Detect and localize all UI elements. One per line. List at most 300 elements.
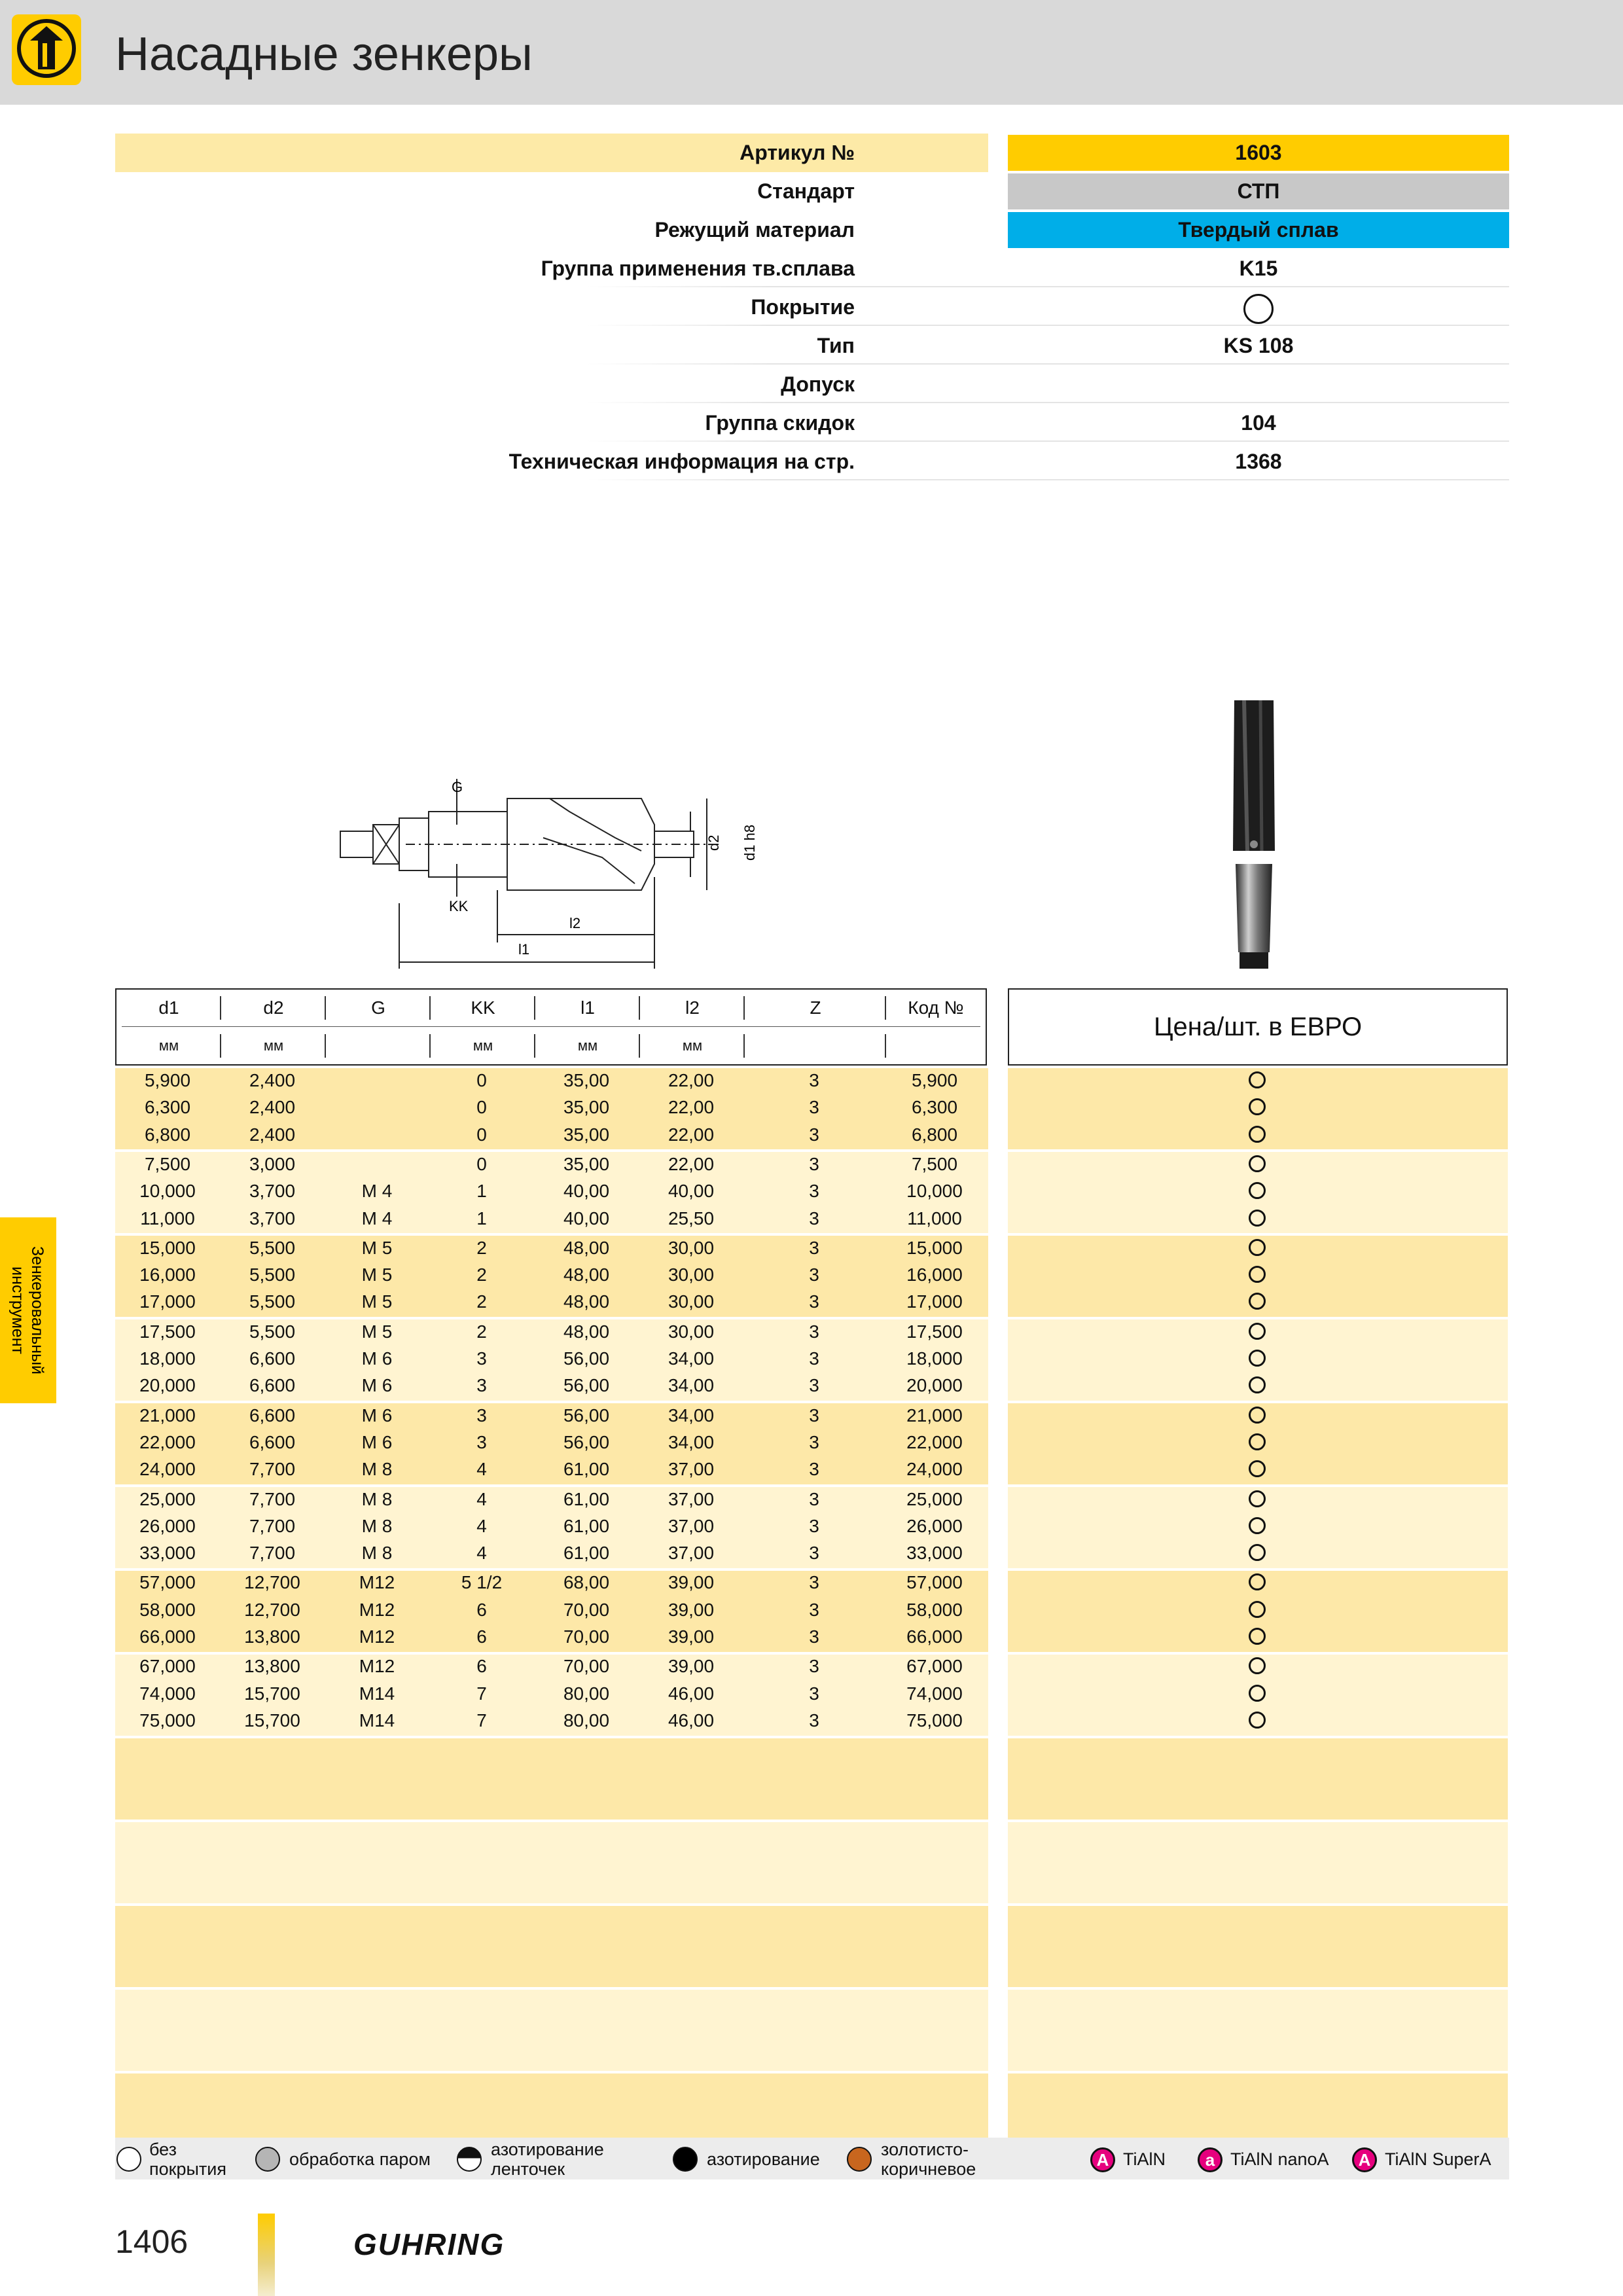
cell-l2: 30,00: [668, 1321, 715, 1342]
cell-l1: 70,00: [563, 1626, 610, 1647]
availability-circle-icon: [1249, 1210, 1266, 1227]
cell-d1: 21,000: [139, 1405, 196, 1426]
spec-value: K15: [1239, 257, 1278, 280]
cell-code: 17,500: [906, 1321, 963, 1342]
cell-kk: 3: [476, 1431, 487, 1452]
cell-l2: 39,00: [668, 1572, 715, 1593]
availability-circle-icon: [1249, 1071, 1266, 1088]
col-header: KK: [471, 997, 495, 1018]
cell-z: 3: [809, 1348, 819, 1369]
table-row: [115, 1402, 987, 1429]
spec-value: 104: [1241, 411, 1276, 435]
cell-code: 75,000: [906, 1710, 963, 1731]
cell-g: M 5: [361, 1291, 393, 1312]
cell-l2: 30,00: [668, 1237, 715, 1258]
legend-label: обработка паром: [289, 2149, 431, 2169]
section-tab-line: Зенкеровальный: [28, 1246, 46, 1374]
cell-g: M12: [359, 1656, 395, 1677]
cell-d2: 6,600: [249, 1348, 296, 1369]
cell-code: 16,000: [906, 1265, 963, 1285]
cell-l1: 56,00: [563, 1348, 610, 1369]
cell-d2: 15,700: [244, 1710, 300, 1731]
cell-l2: 34,00: [668, 1375, 715, 1396]
dim-label-l1: l1: [518, 941, 530, 958]
cell-d2: 3,700: [249, 1208, 296, 1229]
cell-d1: 7,500: [144, 1153, 191, 1174]
tialn-supera-badge-icon: A: [1352, 2147, 1377, 2172]
cell-l1: 68,00: [563, 1572, 610, 1593]
availability-circle-icon: [1249, 1490, 1266, 1507]
table-row: [115, 1653, 987, 1679]
cell-g: M 6: [361, 1431, 393, 1452]
cell-l1: 61,00: [563, 1543, 610, 1564]
spec-value: СТП: [1008, 173, 1509, 209]
cell-d2: 2,400: [249, 1070, 296, 1090]
table-row: [115, 1288, 987, 1315]
cell-g: [325, 1121, 429, 1148]
cell-l2: 34,00: [668, 1431, 715, 1452]
cell-g: [325, 1094, 429, 1121]
cell-g: M 6: [361, 1348, 393, 1369]
table-row: [115, 1318, 987, 1345]
cell-d2: 7,700: [249, 1543, 296, 1564]
cell-d2: 3,700: [249, 1181, 296, 1202]
spec-row-discount-group: [115, 404, 1509, 442]
availability-circle-icon: [1249, 1266, 1266, 1283]
cell-d1: 10,000: [139, 1181, 196, 1202]
cell-kk: 2: [476, 1291, 487, 1312]
cell-code: 66,000: [906, 1626, 963, 1647]
cell-code: 25,000: [906, 1488, 963, 1509]
col-header: l1: [580, 997, 595, 1018]
col-divider: [885, 996, 886, 1020]
col-divider: [220, 1034, 221, 1058]
cell-z: 3: [809, 1710, 819, 1731]
table-band: [115, 1990, 988, 2071]
cell-code: 10,000: [906, 1181, 963, 1202]
cell-l1: 61,00: [563, 1459, 610, 1480]
col-divider: [534, 996, 535, 1020]
legend-line: азотирование: [491, 2140, 604, 2159]
cell-d1: 22,000: [139, 1431, 196, 1452]
cell-l2: 37,00: [668, 1515, 715, 1536]
cell-code: 17,000: [906, 1291, 963, 1312]
legend-label: TiAlN nanoA: [1230, 2149, 1329, 2169]
cell-kk: 7: [476, 1710, 487, 1731]
spec-value: Твердый сплав: [1008, 212, 1509, 248]
cell-l1: 56,00: [563, 1431, 610, 1452]
cell-z: 3: [809, 1488, 819, 1509]
cell-z: 3: [809, 1431, 819, 1452]
spec-label: Тип: [817, 334, 855, 357]
cell-l2: 46,00: [668, 1710, 715, 1731]
col-header: l2: [685, 997, 700, 1018]
cell-l1: 35,00: [563, 1097, 610, 1118]
table-header: [115, 988, 987, 1066]
cell-z: 3: [809, 1153, 819, 1174]
legend-line: покрытия: [149, 2159, 226, 2179]
availability-circle-icon: [1249, 1685, 1266, 1702]
cell-d2: 6,600: [249, 1405, 296, 1426]
legend-label: TiAlN: [1123, 2149, 1166, 2169]
page-title: Насадные зенкеры: [115, 28, 533, 81]
cell-l1: 40,00: [563, 1181, 610, 1202]
cell-code: 11,000: [907, 1208, 962, 1229]
cell-z: 3: [809, 1237, 819, 1258]
col-header: Z: [810, 997, 821, 1018]
cell-d2: 2,400: [249, 1097, 296, 1118]
spec-row-article: [115, 134, 1509, 172]
availability-circle-icon: [1249, 1407, 1266, 1424]
cell-d1: 74,000: [139, 1683, 196, 1704]
spec-value: 1603: [1008, 135, 1509, 171]
availability-circle-icon: [1249, 1712, 1266, 1729]
table-row: [115, 1234, 987, 1261]
spec-label: Группа применения тв.сплава: [541, 257, 855, 280]
cell-g: [325, 1067, 429, 1094]
table-row: [115, 1345, 987, 1372]
cell-kk: 3: [476, 1405, 487, 1426]
cell-code: 7,500: [911, 1153, 958, 1174]
availability-circle-icon: [1249, 1182, 1266, 1199]
land-nitrided-circle-icon: [457, 2147, 482, 2172]
cell-d1: 20,000: [139, 1375, 196, 1396]
cell-kk: 2: [476, 1321, 487, 1342]
cell-z: 3: [809, 1321, 819, 1342]
availability-circle-icon: [1249, 1239, 1266, 1256]
spec-row-tech-info: [115, 442, 1509, 481]
legend-label: [149, 2140, 226, 2179]
spec-row-material: [115, 211, 1509, 249]
table-row: [115, 1067, 987, 1094]
col-unit: мм: [577, 1037, 598, 1054]
countersink-logo-icon: [12, 14, 81, 85]
cell-g: M 4: [361, 1181, 393, 1202]
cell-l2: 34,00: [668, 1348, 715, 1369]
table-row: [115, 1623, 987, 1650]
availability-circle-icon: [1249, 1126, 1266, 1143]
cell-kk: 6: [476, 1599, 487, 1620]
cell-kk: 7: [476, 1683, 487, 1704]
cell-kk: 5 1/2: [461, 1572, 503, 1593]
cell-l2: 37,00: [668, 1543, 715, 1564]
cell-kk: 1: [476, 1208, 487, 1229]
col-divider: [325, 996, 326, 1020]
row-divider: [586, 402, 1509, 403]
cell-d2: 13,800: [244, 1656, 300, 1677]
table-row: [115, 1205, 987, 1232]
cell-z: 3: [809, 1208, 819, 1229]
row-divider: [586, 479, 1509, 480]
cell-d1: 17,500: [139, 1321, 196, 1342]
cell-g: [325, 1151, 429, 1177]
spec-label: Режущий материал: [654, 218, 855, 242]
cell-z: 3: [809, 1070, 819, 1090]
table-row: [115, 1177, 987, 1204]
cell-g: M 8: [361, 1488, 393, 1509]
cell-code: 21,000: [906, 1405, 963, 1426]
table-band: [115, 1906, 988, 1987]
cell-l1: 56,00: [563, 1405, 610, 1426]
legend-line: коричневое: [881, 2159, 976, 2179]
cell-l1: 35,00: [563, 1070, 610, 1090]
cell-d1: 16,000: [139, 1265, 196, 1285]
countersink-photo: [1215, 694, 1306, 975]
cell-g: M 5: [361, 1265, 393, 1285]
cell-l1: 35,00: [563, 1153, 610, 1174]
table-row: [115, 1151, 987, 1177]
cell-l1: 61,00: [563, 1515, 610, 1536]
row-divider: [586, 363, 1509, 365]
cell-d1: 75,000: [139, 1710, 196, 1731]
legend-line: ленточек: [491, 2159, 565, 2179]
cell-d2: 15,700: [244, 1683, 300, 1704]
cell-z: 3: [809, 1683, 819, 1704]
cell-z: 3: [809, 1405, 819, 1426]
cell-l2: 37,00: [668, 1459, 715, 1480]
cell-l1: 80,00: [563, 1710, 610, 1731]
cell-code: 58,000: [906, 1599, 963, 1620]
availability-circle-icon: [1249, 1323, 1266, 1340]
table-band: [115, 1738, 988, 1820]
col-divider: [885, 1034, 886, 1058]
cell-code: 57,000: [906, 1572, 963, 1593]
cell-g: M 5: [361, 1321, 393, 1342]
page-number: 1406: [115, 2223, 188, 2260]
cell-d1: 15,000: [139, 1237, 196, 1258]
cell-g: M 6: [361, 1375, 393, 1396]
spec-label: Техническая информация на стр.: [508, 450, 855, 473]
spec-value: KS 108: [1223, 334, 1294, 357]
spec-label: Покрытие: [751, 295, 855, 319]
table-row: [115, 1121, 987, 1148]
cell-kk: 4: [476, 1543, 487, 1564]
cell-g: M 6: [361, 1405, 393, 1426]
cell-code: 24,000: [906, 1459, 963, 1480]
col-unit: мм: [682, 1037, 703, 1054]
coating-legend: [115, 2138, 1509, 2179]
spec-label: Стандарт: [757, 179, 855, 203]
cell-g: M14: [359, 1710, 395, 1731]
cell-l2: 22,00: [668, 1153, 715, 1174]
cell-z: 3: [809, 1291, 819, 1312]
cell-l2: 39,00: [668, 1626, 715, 1647]
cell-d1: 57,000: [139, 1572, 196, 1593]
price-band: [1008, 1906, 1508, 1987]
dim-label-kk: KK: [449, 898, 469, 914]
spec-row-carbide-group: [115, 249, 1509, 288]
availability-circle-icon: [1249, 1601, 1266, 1618]
cell-z: 3: [809, 1181, 819, 1202]
cell-z: 3: [809, 1543, 819, 1564]
cell-code: 20,000: [906, 1375, 963, 1396]
cell-d2: 6,600: [249, 1431, 296, 1452]
cell-l2: 40,00: [668, 1181, 715, 1202]
cell-kk: 4: [476, 1459, 487, 1480]
col-unit: мм: [158, 1037, 179, 1054]
col-header: G: [371, 997, 385, 1018]
cell-z: 3: [809, 1375, 819, 1396]
cell-d2: 6,600: [249, 1375, 296, 1396]
cell-d1: 6,300: [144, 1097, 191, 1118]
col-unit: мм: [263, 1037, 284, 1054]
table-row: [115, 1680, 987, 1707]
spec-row-type: [115, 327, 1509, 365]
cell-z: 3: [809, 1459, 819, 1480]
cell-d1: 33,000: [139, 1543, 196, 1564]
cell-kk: 2: [476, 1237, 487, 1258]
availability-circle-icon: [1249, 1628, 1266, 1645]
col-header: d2: [263, 997, 284, 1018]
uncoated-circle-icon: [116, 2147, 141, 2172]
cell-kk: 2: [476, 1265, 487, 1285]
cell-d1: 24,000: [139, 1459, 196, 1480]
cell-code: 18,000: [906, 1348, 963, 1369]
price-header: Цена/шт. в ЕВРО: [1008, 988, 1508, 1066]
availability-circle-icon: [1249, 1155, 1266, 1172]
cell-l2: 34,00: [668, 1405, 715, 1426]
cell-kk: 3: [476, 1348, 487, 1369]
steam-treated-circle-icon: [255, 2147, 280, 2172]
dim-label-l2: l2: [569, 915, 581, 931]
cell-z: 3: [809, 1515, 819, 1536]
section-tab-line: инструмент: [9, 1266, 27, 1354]
cell-l2: 46,00: [668, 1683, 715, 1704]
col-divider: [534, 1034, 535, 1058]
cell-code: 22,000: [906, 1431, 963, 1452]
table-row: [115, 1372, 987, 1399]
cell-g: M12: [359, 1599, 395, 1620]
col-divider: [639, 1034, 640, 1058]
cell-l1: 61,00: [563, 1488, 610, 1509]
cell-z: 3: [809, 1097, 819, 1118]
cell-kk: 4: [476, 1515, 487, 1536]
cell-d1: 18,000: [139, 1348, 196, 1369]
cell-z: 3: [809, 1572, 819, 1593]
cell-d2: 5,500: [249, 1321, 296, 1342]
cell-g: M 8: [361, 1459, 393, 1480]
spec-label: Группа скидок: [705, 411, 855, 435]
availability-circle-icon: [1249, 1350, 1266, 1367]
cell-l2: 37,00: [668, 1488, 715, 1509]
col-divider: [639, 996, 640, 1020]
header-rule: [122, 1026, 980, 1027]
cell-l1: 48,00: [563, 1237, 610, 1258]
spec-value: [1008, 367, 1509, 403]
table-row: [115, 1456, 987, 1482]
table-row: [115, 1513, 987, 1539]
cell-l2: 22,00: [668, 1070, 715, 1090]
cell-l2: 30,00: [668, 1291, 715, 1312]
cell-d2: 2,400: [249, 1124, 296, 1145]
spec-value: [1008, 289, 1509, 325]
col-divider: [743, 996, 745, 1020]
cell-l2: 25,50: [668, 1208, 715, 1229]
cell-z: 3: [809, 1599, 819, 1620]
cell-l1: 35,00: [563, 1124, 610, 1145]
cell-d1: 26,000: [139, 1515, 196, 1536]
price-band: [1008, 1990, 1508, 2071]
cell-d2: 7,700: [249, 1488, 296, 1509]
cell-kk: 0: [476, 1124, 487, 1145]
footer-accent-bar: [258, 2214, 275, 2296]
cell-l1: 70,00: [563, 1599, 610, 1620]
cell-code: 5,900: [911, 1070, 958, 1090]
cell-kk: 0: [476, 1070, 487, 1090]
legend-label: [491, 2140, 604, 2179]
table-band: [115, 1822, 988, 1903]
cell-l1: 48,00: [563, 1265, 610, 1285]
cell-code: 74,000: [906, 1683, 963, 1704]
legend-line: золотисто-: [881, 2140, 969, 2159]
cell-code: 33,000: [906, 1543, 963, 1564]
uncoated-circle-icon: [1243, 294, 1274, 324]
cell-d2: 7,700: [249, 1515, 296, 1536]
cell-kk: 0: [476, 1097, 487, 1118]
cell-z: 3: [809, 1656, 819, 1677]
cell-z: 3: [809, 1626, 819, 1647]
cell-d1: 11,000: [140, 1208, 195, 1229]
dim-label-d2: d2: [705, 834, 722, 851]
availability-circle-icon: [1249, 1544, 1266, 1561]
table-row: [115, 1569, 987, 1596]
col-header: d1: [158, 997, 179, 1018]
table-row: [115, 1486, 987, 1513]
cell-d2: 13,800: [244, 1626, 300, 1647]
cell-kk: 3: [476, 1375, 487, 1396]
cell-d1: 67,000: [139, 1656, 196, 1677]
cell-d2: 12,700: [244, 1572, 300, 1593]
cell-kk: 4: [476, 1488, 487, 1509]
availability-circle-icon: [1249, 1433, 1266, 1450]
tialn-nanoa-badge-icon: a: [1198, 2147, 1222, 2172]
cell-d1: 6,800: [144, 1124, 191, 1145]
cell-d1: 25,000: [139, 1488, 196, 1509]
cell-d1: 17,000: [139, 1291, 196, 1312]
cell-d2: 12,700: [244, 1599, 300, 1620]
col-header: Код №: [908, 997, 964, 1018]
table-row: [115, 1539, 987, 1566]
cell-g: M 4: [361, 1208, 393, 1229]
price-band: [1008, 1738, 1508, 1820]
gold-brown-circle-icon: [847, 2147, 872, 2172]
availability-circle-icon: [1249, 1517, 1266, 1534]
cell-z: 3: [809, 1265, 819, 1285]
cell-l2: 39,00: [668, 1599, 715, 1620]
cell-code: 6,300: [911, 1097, 958, 1118]
col-divider: [429, 996, 431, 1020]
col-divider: [743, 1034, 745, 1058]
col-divider: [220, 996, 221, 1020]
cell-g: M12: [359, 1626, 395, 1647]
cell-z: 3: [809, 1124, 819, 1145]
cell-l2: 22,00: [668, 1124, 715, 1145]
cell-l2: 30,00: [668, 1265, 715, 1285]
col-divider: [429, 1034, 431, 1058]
cell-l1: 56,00: [563, 1375, 610, 1396]
brand-logo: GUHRING: [353, 2227, 505, 2261]
col-unit: [326, 1029, 431, 1063]
cell-code: 15,000: [906, 1237, 963, 1258]
cell-d1: 58,000: [139, 1599, 196, 1620]
row-divider: [586, 325, 1509, 326]
cell-g: M 8: [361, 1515, 393, 1536]
spec-row-standard: [115, 172, 1509, 211]
cell-d2: 7,700: [249, 1459, 296, 1480]
section-tab-label: [0, 1217, 56, 1403]
cell-g: M 5: [361, 1237, 393, 1258]
tialn-badge-icon: A: [1090, 2147, 1115, 2172]
